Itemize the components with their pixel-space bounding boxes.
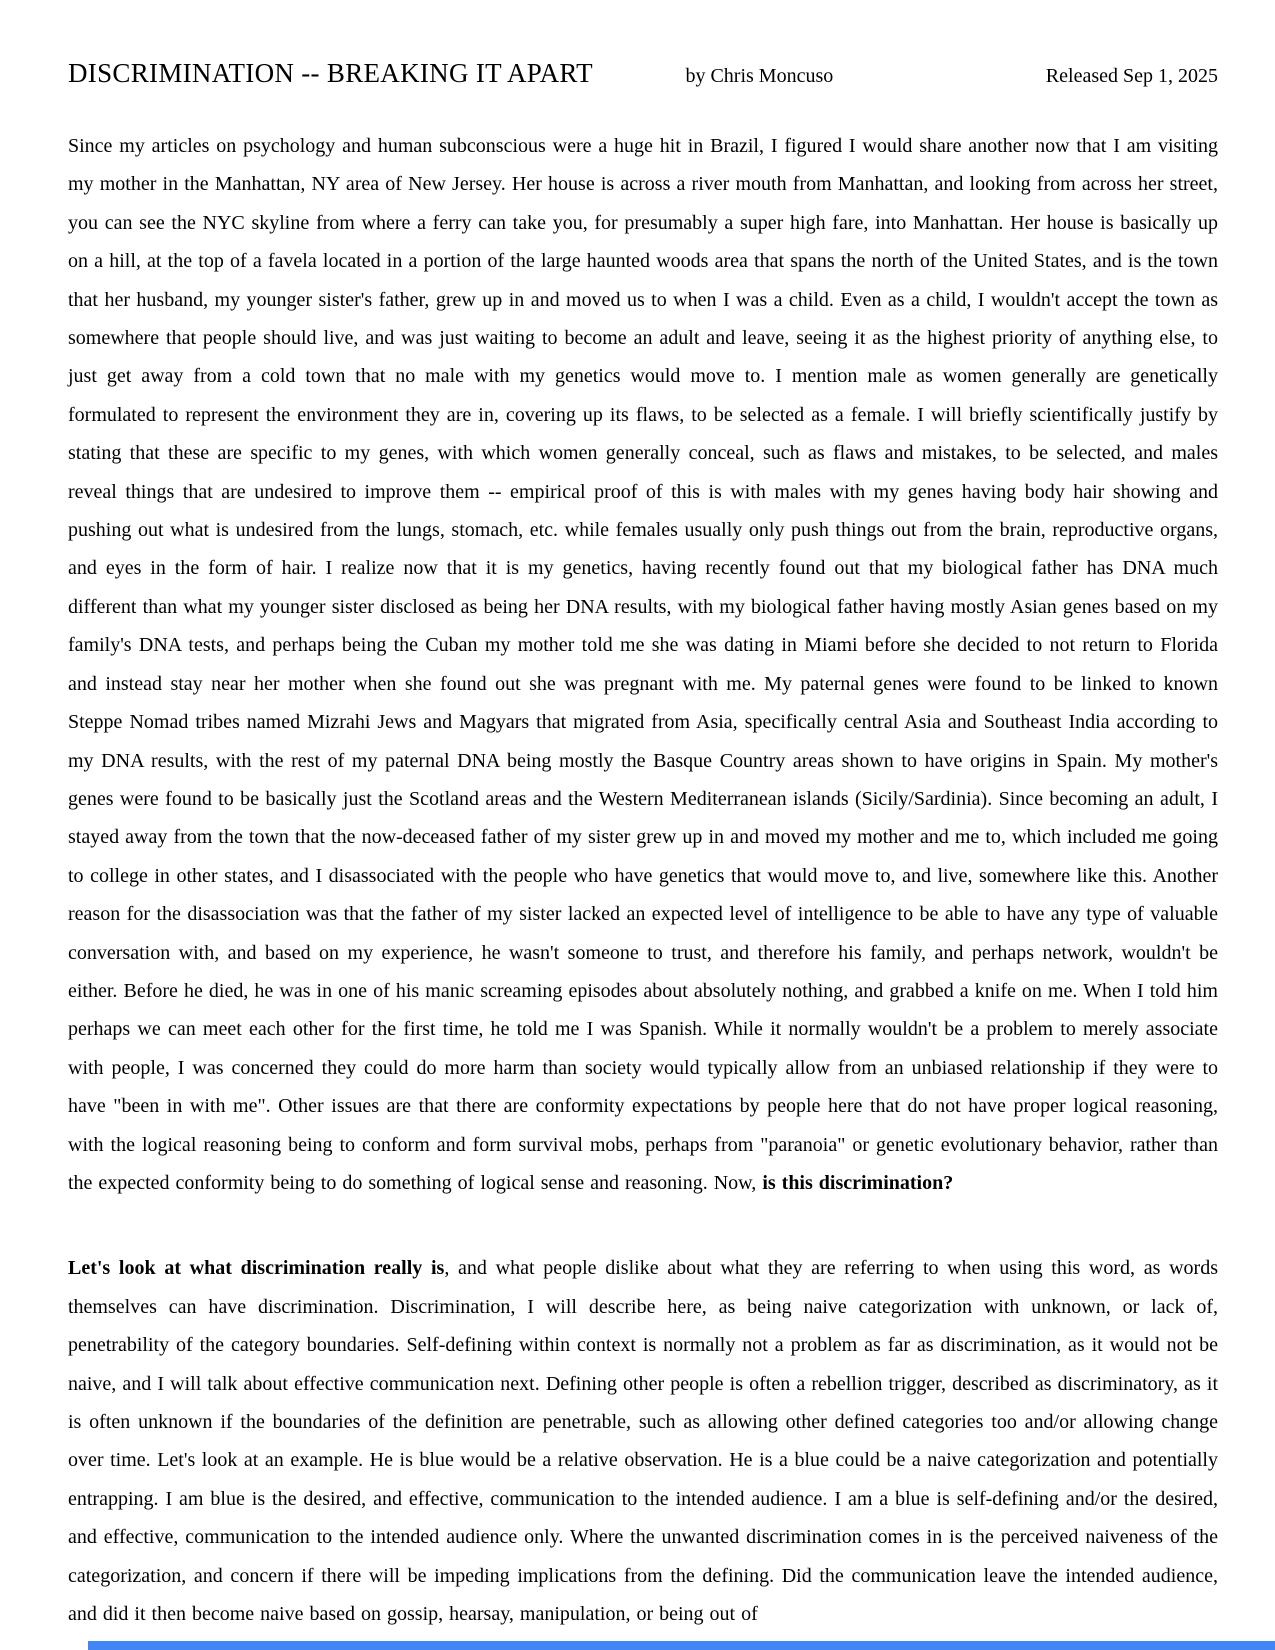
- page-bottom-highlight-bar: [88, 1641, 1275, 1650]
- author-byline: by Chris Moncuso: [685, 65, 834, 87]
- paragraph-1-bold-question: is this discrimination?: [762, 1171, 954, 1194]
- article-body: [68, 127, 1218, 1633]
- document-header: [68, 58, 1218, 89]
- paragraph-1-text: Since my articles on psychology and human subconscious were a huge hit in Brazil, I figured I would share another now that I am visiting my mother in the Manhattan, NY area of New Jersey. Her house is across a river mouth from Manhattan, and looking from across her street, you can see the NYC skyline from where a ferry can take you, for presumably a super high fare, into Manhattan. Her house is basically up on a hill, at the top of a favela located in a portion of the large haunted woods area that spans the north of the United States, and is the town that her husband, my younger sister's father, grew up in and moved us to when I was a child. Even as a child, I wouldn't accept the town as somewhere that people should live, and was just waiting to become an adult and leave, seeing it as the highest priority of anything else, to just get away from a cold town that no male with my genetics would move to. I mention male as women generally are genetically formulated to represent the environment they are in, covering up its flaws, to be selected as a female. I will briefly scientifically justify by stating that these are specific to my genes, with which women generally conceal, such as flaws and mistakes, to be selected, and males reveal things that are undesired to improve them -- empirical proof of this is with males with my genes having body hair showing and pushing out what is undesired from the lungs, stomach, etc. while females usually only push things out from the brain, reproductive organs, and eyes in the form of hair. I realize now that it is my genetics, having recently found out that my biological father has DNA much different than what my younger sister disclosed as being her DNA results, with my biological father having mostly Asian genes based on my family's DNA tests, and perhaps being the Cuban my mother told me she was dating in Miami before she decided to not return to Florida and instead stay near her mother when she found out she was pregnant with me. My paternal genes were found to be linked to known Steppe Nomad tribes named Mizrahi Jews and Magyars that migrated from Asia, specifically central Asia and Southeast India according to my DNA results, with the rest of my paternal DNA being mostly the Basque Country areas shown to have origins in Spain. My mother's genes were found to be basically just the Scotland areas and the Western Mediterranean islands (Sicily/Sardinia). Since becoming an adult, I stayed away from the town that the now-deceased father of my sister grew up in and moved my mother and me to, which included me going to college in other states, and I disassociated with the people who have genetics that would move to, and live, somewhere like this. Another reason for the disassociation was that the father of my sister lacked an expected level of intelligence to be able to have any type of valuable conversation with, and based on my experience, he wasn't someone to trust, and therefore his family, and perhaps network, wouldn't be either. Before he died, he was in one of his manic screaming episodes about absolutely nothing, and grabbed a knife on me. When I told him perhaps we can meet each other for the first time, he told me I was Spanish. While it normally wouldn't be a problem to merely associate with people, I was concerned they could do more harm than society would typically allow from an unbiased relationship if they were to have "been in with me". Other issues are that there are conformity expectations by people here that do not have proper logical reasoning, with the logical reasoning being to conform and form survival mobs, perhaps from "paranoia" or genetic evolutionary behavior, rather than the expected conformity being to do something of logical sense and reasoning. Now,: [68, 135, 1218, 1194]
- paragraph-2: [68, 1249, 1218, 1633]
- paragraph-2-bold-lead: Let's look at what discrimination really is: [68, 1257, 445, 1280]
- document-title: DISCRIMINATION -- BREAKING IT APART: [68, 58, 593, 88]
- release-date: Released Sep 1, 2025: [1045, 65, 1218, 87]
- paragraph-2-text: , and what people dislike about what they are referring to when using this word, as words themselves can have discrimination. Discrimination, I will describe here, as being naive categorization with unknown, or lack of, penetrability of the category boundaries. Self-defining within context is normally not a problem as far as discrimination, as it would not be naive, and I will talk about effective communication next. Defining other people is often a rebellion trigger, described as discriminatory, as it is often unknown if the boundaries of the definition are penetrable, such as allowing other defined categories too and/or allowing change over time. Let's look at an example. He is blue would be a relative observation. He is a blue could be a naive categorization and potentially entrapping. I am blue is the desired, and effective, communication to the intended audience. I am a blue is self-defining and/or the desired, and effective, communication to the intended audience only. Where the unwanted discrimination comes in is the perceived naiveness of the categorization, and concern if there will be impeding implications from the defining. Did the communication leave the intended audience, and did it then become naive based on gossip, hearsay, manipulation, or being out of: [68, 1257, 1218, 1626]
- paragraph-1: [68, 127, 1218, 1202]
